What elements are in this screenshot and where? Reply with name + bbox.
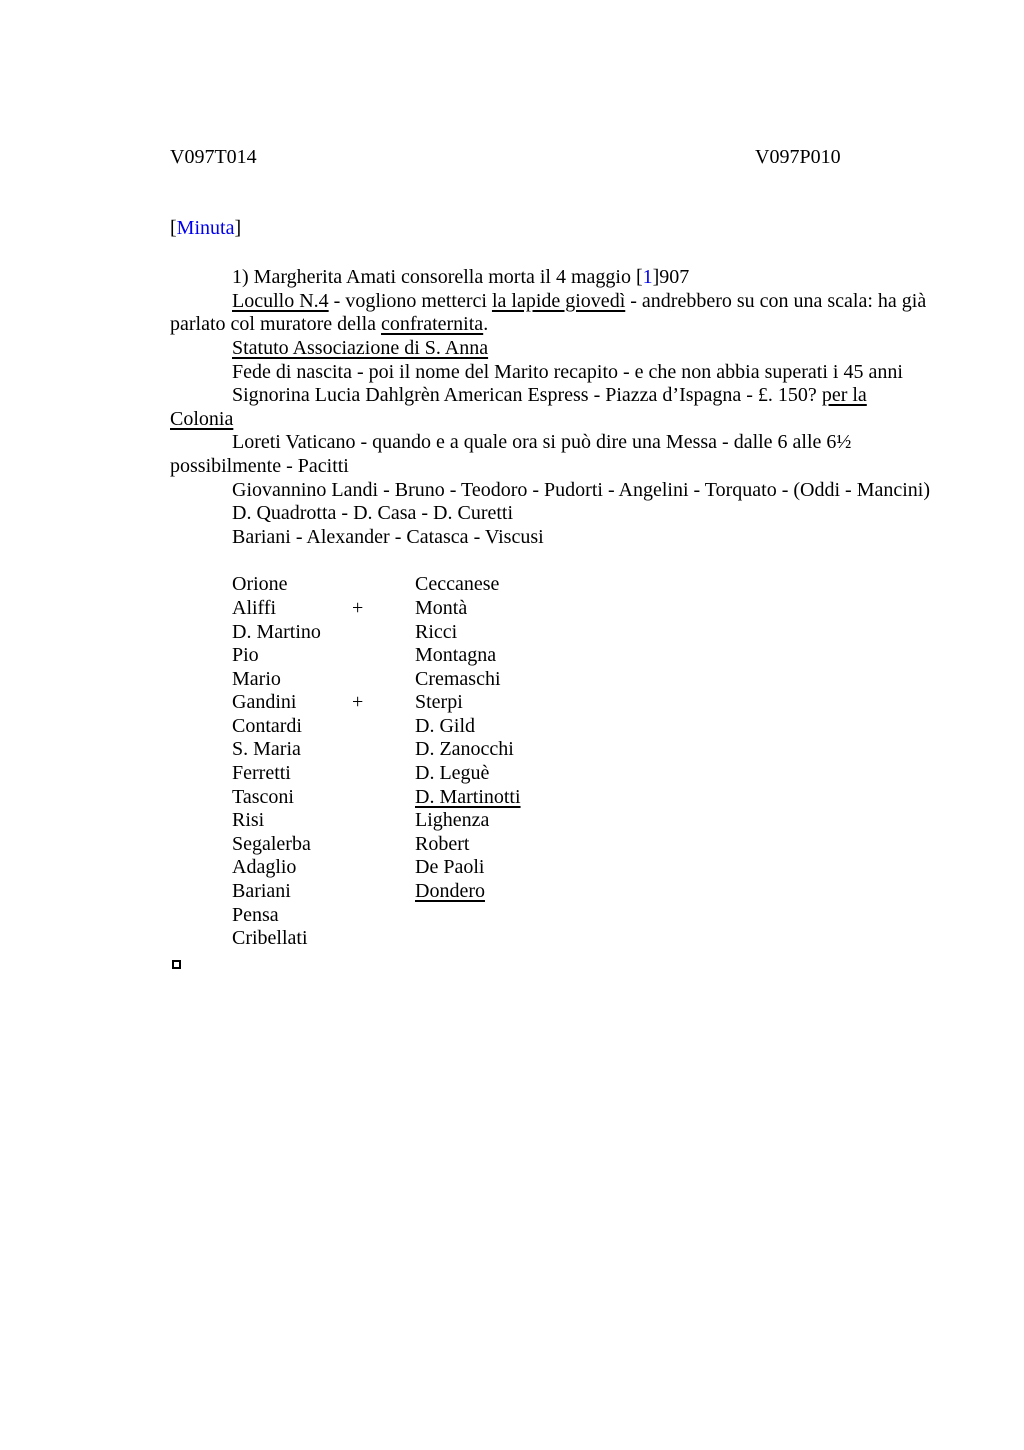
text-segment: Giovannino Landi - Bruno - Teodoro - Pudorti - Angelini - Torquato - (Oddi - Mancini): [232, 478, 931, 501]
name-row: [170, 904, 935, 928]
name-right: Sterpi: [415, 691, 463, 714]
text-segment: Loreti Vaticano - quando e a quale ora si può dire una Messa - dalle 6 alle 6½ possibilmente - Pacitti: [170, 431, 852, 477]
name-right: D. Gild: [415, 714, 475, 737]
name-left: Risi: [232, 809, 265, 832]
plus-mark: [352, 573, 415, 597]
name-right: De Paoli: [415, 856, 485, 879]
name-left: Contardi: [232, 714, 302, 737]
name-right: [415, 927, 935, 951]
document-content: [170, 146, 935, 969]
name-row: [170, 833, 935, 857]
text-segment: Bariani - Alexander - Catasca - Viscusi: [232, 525, 544, 548]
plus-mark: [352, 809, 415, 833]
name-left: Cribellati: [232, 927, 308, 950]
name-row: [170, 738, 935, 762]
name-left: Ferretti: [232, 762, 291, 785]
name-right: Ceccanese: [415, 573, 500, 596]
name-row: [170, 786, 935, 810]
name-left: Mario: [232, 667, 281, 690]
plus-mark: [352, 621, 415, 645]
name-left: Tasconi: [232, 785, 294, 808]
plus-mark: +: [352, 691, 364, 714]
text-segment: .: [483, 313, 489, 336]
plus-mark: [352, 904, 415, 928]
page-header: [170, 146, 935, 170]
name-left: Pio: [232, 644, 259, 667]
name-row: [170, 715, 935, 739]
transcription-paragraph: [170, 502, 935, 526]
name-right: Dondero: [415, 880, 485, 903]
plus-mark: [352, 738, 415, 762]
name-right: Cremaschi: [415, 667, 501, 690]
text-segment: - andrebbero su con una scala: ha già parlato col muratore della: [170, 289, 927, 336]
name-right: Montagna: [415, 644, 497, 667]
name-left: Orione: [232, 573, 288, 596]
doc-code-left: V097T014: [170, 146, 257, 168]
text-segment: - vogliono metterci: [328, 289, 492, 312]
name-left: Gandini: [232, 691, 297, 714]
bracket-open-text: [: [170, 216, 177, 239]
name-row: [170, 621, 935, 645]
plus-mark: [352, 668, 415, 692]
transcription-paragraph: [170, 479, 935, 503]
name-row: [170, 880, 935, 904]
name-right: Lighenza: [415, 809, 490, 832]
name-right: D. Leguè: [415, 762, 490, 785]
plus-mark: [352, 880, 415, 904]
text-segment: Statuto Associazione di S. Anna: [232, 336, 489, 359]
transcription-body: [170, 266, 935, 549]
text-segment: confraternita: [381, 313, 484, 336]
name-right: Montà: [415, 596, 468, 619]
minuta-line: [170, 217, 935, 241]
name-right: Ricci: [415, 620, 458, 643]
plus-mark: [352, 833, 415, 857]
name-row: [170, 668, 935, 692]
name-right: [415, 904, 935, 928]
doc-code-right: V097P010: [755, 146, 841, 168]
plus-mark: [352, 856, 415, 880]
transcription-paragraph: [170, 337, 935, 361]
plus-mark: +: [352, 596, 364, 619]
bracket-close-text: ]: [234, 216, 242, 239]
text-segment: Locullo N.4: [232, 289, 329, 312]
plus-mark: [352, 715, 415, 739]
name-row: [170, 856, 935, 880]
text-segment: Fede di nascita - poi il nome del Marito recapito - e che non abbia superati i 45 anni: [232, 360, 903, 383]
name-left: Pensa: [232, 903, 279, 926]
text-segment: Signorina Lucia Dahlgrèn American Espress - Piazza d’Ispagna - £. 150?: [232, 384, 822, 407]
name-left: Aliffi: [232, 596, 277, 619]
name-row: [170, 927, 935, 951]
transcription-paragraph: [170, 290, 935, 337]
name-row: [170, 597, 935, 621]
name-row: [170, 691, 935, 715]
name-right: D. Martinotti: [415, 785, 521, 808]
text-segment: D. Quadrotta - D. Casa - D. Curetti: [232, 502, 514, 525]
empty-square-glyph: [172, 960, 181, 969]
plus-mark: [352, 786, 415, 810]
transcription-paragraph: [170, 384, 935, 431]
name-row: [170, 644, 935, 668]
name-left: Bariani: [232, 880, 291, 903]
text-segment: la lapide giovedì: [491, 289, 626, 312]
name-row: [170, 809, 935, 833]
plus-mark: [352, 762, 415, 786]
transcription-paragraph: [170, 431, 935, 478]
text-segment: 1) Margherita Amati consorella morta il 4 maggio [: [232, 266, 643, 289]
plus-mark: [352, 927, 415, 951]
name-left: Adaglio: [232, 856, 297, 879]
name-row: [170, 762, 935, 786]
transcription-paragraph: [170, 526, 935, 550]
name-left: D. Martino: [232, 620, 321, 643]
plus-mark: [352, 644, 415, 668]
reference-link[interactable]: 1: [642, 266, 653, 289]
name-left: S. Maria: [232, 738, 301, 761]
transcription-paragraph: [170, 266, 935, 290]
minuta-link[interactable]: Minuta: [176, 216, 235, 239]
text-segment: ]907: [652, 266, 690, 289]
transcription-paragraph: [170, 361, 935, 385]
name-left: Segalerba: [232, 832, 311, 855]
name-list: [170, 573, 935, 951]
name-right: D. Zanocchi: [415, 738, 514, 761]
name-right: Robert: [415, 832, 470, 855]
name-row: [170, 573, 935, 597]
text-segment: per la Colonia: [170, 384, 867, 430]
